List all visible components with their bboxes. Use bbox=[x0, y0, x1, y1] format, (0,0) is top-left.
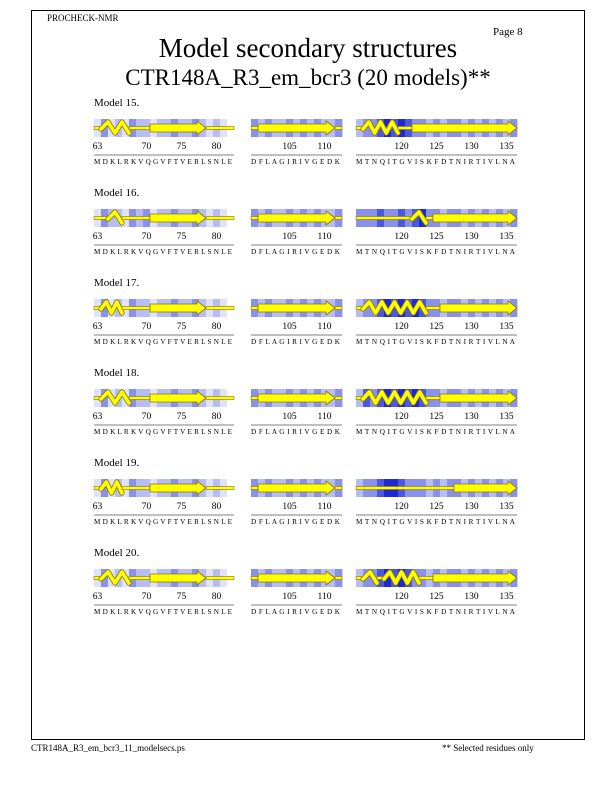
residue-tick-label: 110 bbox=[317, 322, 332, 332]
sequence-text: D F L A G I R I V G E D K bbox=[251, 158, 340, 166]
page-subtitle: CTR148A_R3_em_bcr3 (20 models)** bbox=[125, 65, 491, 90]
residue-tick-label: 110 bbox=[317, 412, 332, 422]
residue-tick-label: 110 bbox=[317, 502, 332, 512]
coil-segment bbox=[206, 307, 234, 310]
residue-tick-label: 110 bbox=[317, 592, 332, 602]
residue-tick-label: 110 bbox=[317, 142, 332, 152]
model-label: Model 17. bbox=[94, 277, 140, 289]
sequence-text: M T N Q I T G V I S K F D T N I R T I V L N A bbox=[356, 428, 515, 436]
coil-segment bbox=[206, 577, 234, 580]
coil-segment bbox=[335, 487, 342, 490]
coil-segment bbox=[419, 577, 433, 580]
coil-segment bbox=[335, 217, 342, 220]
secondary-structure-plot bbox=[0, 457, 612, 547]
coil-segment bbox=[426, 217, 433, 220]
coil-segment bbox=[122, 217, 150, 220]
residue-tick-label: 125 bbox=[429, 142, 444, 152]
residue-tick-label: 70 bbox=[141, 592, 152, 602]
model-block bbox=[0, 547, 612, 637]
residue-tick-label: 80 bbox=[211, 232, 222, 242]
secondary-structure-plot bbox=[0, 367, 612, 457]
model-label: Model 18. bbox=[94, 367, 140, 379]
footer-note: ** Selected residues only bbox=[442, 743, 534, 753]
residue-tick-label: 70 bbox=[141, 142, 152, 152]
residue-tick-label: 70 bbox=[141, 232, 152, 242]
sequence-text: D F L A G I R I V G E D K bbox=[251, 338, 340, 346]
residue-tick-label: 105 bbox=[282, 142, 297, 152]
residue-tick-label: 63 bbox=[92, 142, 103, 152]
residue-tick-label: 105 bbox=[282, 592, 297, 602]
residue-tick-label: 105 bbox=[282, 322, 297, 332]
sequence-text: D F L A G I R I V G E D K bbox=[251, 518, 340, 526]
coil-segment bbox=[129, 577, 150, 580]
residue-tick-label: 75 bbox=[176, 502, 187, 512]
residue-tick-label: 75 bbox=[176, 232, 187, 242]
model-block bbox=[0, 97, 612, 187]
sequence-text: M D K L R K V Q G V F T V E R L S N L E bbox=[94, 158, 232, 166]
secondary-structure-plot bbox=[0, 547, 612, 637]
sequence-text: M D K L R K V Q G V F T V E R L S N L E bbox=[94, 338, 232, 346]
residue-tick-label: 135 bbox=[499, 502, 514, 512]
residue-tick-label: 80 bbox=[211, 412, 222, 422]
residue-tick-label: 130 bbox=[464, 142, 479, 152]
coil-segment bbox=[122, 487, 150, 490]
residue-tick-label: 63 bbox=[92, 232, 103, 242]
sequence-text: M D K L R K V Q G V F T V E R L S N L E bbox=[94, 518, 232, 526]
sequence-text: M T N Q I T G V I S K F D T N I R T I V L N A bbox=[356, 608, 515, 616]
coil-segment bbox=[129, 127, 150, 130]
coil-segment bbox=[251, 577, 258, 580]
secondary-structure-plot bbox=[0, 277, 612, 367]
coil-segment bbox=[335, 127, 342, 130]
coil-segment bbox=[335, 307, 342, 310]
residue-tick-label: 120 bbox=[394, 322, 409, 332]
coil-segment bbox=[251, 127, 258, 130]
residue-tick-label: 70 bbox=[141, 412, 152, 422]
secondary-structure-plot bbox=[0, 187, 612, 277]
residue-tick-label: 125 bbox=[429, 322, 444, 332]
model-label: Model 15. bbox=[94, 97, 140, 109]
coil-segment bbox=[251, 487, 258, 490]
residue-tick-label: 63 bbox=[92, 322, 103, 332]
page-number: Page 8 bbox=[493, 26, 523, 38]
coil-segment bbox=[398, 127, 412, 130]
model-block bbox=[0, 367, 612, 457]
coil-segment bbox=[206, 217, 234, 220]
residue-tick-label: 75 bbox=[176, 592, 187, 602]
coil-segment bbox=[206, 127, 234, 130]
program-label: PROCHECK-NMR bbox=[47, 13, 119, 23]
residue-tick-label: 125 bbox=[429, 502, 444, 512]
coil-segment bbox=[426, 307, 440, 310]
coil-segment bbox=[206, 487, 234, 490]
residue-tick-label: 125 bbox=[429, 592, 444, 602]
sequence-text: M T N Q I T G V I S K F D T N I R T I V L N A bbox=[356, 338, 515, 346]
sequence-text: M D K L R K V Q G V F T V E R L S N L E bbox=[94, 248, 232, 256]
residue-tick-label: 80 bbox=[211, 502, 222, 512]
sequence-text: M D K L R K V Q G V F T V E R L S N L E bbox=[94, 608, 232, 616]
residue-tick-label: 75 bbox=[176, 412, 187, 422]
sequence-text: D F L A G I R I V G E D K bbox=[251, 608, 340, 616]
page-title: Model secondary structures bbox=[158, 33, 458, 63]
residue-tick-label: 63 bbox=[92, 412, 103, 422]
coil-segment bbox=[206, 397, 234, 400]
residue-tick-label: 75 bbox=[176, 322, 187, 332]
model-block bbox=[0, 187, 612, 277]
residue-tick-label: 135 bbox=[499, 232, 514, 242]
secondary-structure-plot bbox=[0, 97, 612, 187]
model-label: Model 19. bbox=[94, 457, 140, 469]
model-label: Model 16. bbox=[94, 187, 140, 199]
coil-segment bbox=[251, 217, 258, 220]
model-label: Model 20. bbox=[94, 547, 140, 559]
residue-tick-label: 105 bbox=[282, 412, 297, 422]
residue-tick-label: 70 bbox=[141, 502, 152, 512]
residue-tick-label: 135 bbox=[499, 142, 514, 152]
residue-tick-label: 105 bbox=[282, 502, 297, 512]
residue-tick-label: 75 bbox=[176, 142, 187, 152]
coil-segment bbox=[335, 397, 342, 400]
residue-tick-label: 110 bbox=[317, 232, 332, 242]
footer-filename: CTR148A_R3_em_bcr3_11_modelsecs.ps bbox=[31, 743, 185, 753]
residue-tick-label: 63 bbox=[92, 502, 103, 512]
residue-tick-label: 80 bbox=[211, 322, 222, 332]
sequence-text: M T N Q I T G V I S K F D T N I R T I V L N A bbox=[356, 158, 515, 166]
sequence-text: M T N Q I T G V I S K F D T N I R T I V L N A bbox=[356, 518, 515, 526]
residue-tick-label: 135 bbox=[499, 322, 514, 332]
residue-tick-label: 120 bbox=[394, 412, 409, 422]
residue-tick-label: 130 bbox=[464, 412, 479, 422]
residue-tick-label: 125 bbox=[429, 412, 444, 422]
residue-tick-label: 120 bbox=[394, 232, 409, 242]
coil-segment bbox=[335, 577, 342, 580]
coil-segment bbox=[251, 397, 258, 400]
sequence-text: M D K L R K V Q G V F T V E R L S N L E bbox=[94, 428, 232, 436]
coil-segment bbox=[426, 397, 440, 400]
residue-tick-label: 63 bbox=[92, 592, 103, 602]
sequence-text: M T N Q I T G V I S K F D T N I R T I V L N A bbox=[356, 248, 515, 256]
residue-tick-label: 120 bbox=[394, 592, 409, 602]
coil-segment bbox=[251, 307, 258, 310]
residue-tick-label: 80 bbox=[211, 142, 222, 152]
residue-tick-label: 130 bbox=[464, 322, 479, 332]
residue-tick-label: 80 bbox=[211, 592, 222, 602]
residue-tick-label: 135 bbox=[499, 592, 514, 602]
residue-tick-label: 135 bbox=[499, 412, 514, 422]
sequence-text: D F L A G I R I V G E D K bbox=[251, 248, 340, 256]
coil-segment bbox=[356, 217, 412, 220]
coil-segment bbox=[129, 397, 150, 400]
residue-tick-label: 120 bbox=[394, 142, 409, 152]
coil-segment bbox=[356, 487, 454, 490]
residue-tick-label: 130 bbox=[464, 502, 479, 512]
sequence-text: D F L A G I R I V G E D K bbox=[251, 428, 340, 436]
residue-tick-label: 130 bbox=[464, 232, 479, 242]
residue-tick-label: 130 bbox=[464, 592, 479, 602]
coil-segment bbox=[122, 307, 150, 310]
model-block bbox=[0, 457, 612, 547]
model-block bbox=[0, 277, 612, 367]
residue-tick-label: 125 bbox=[429, 232, 444, 242]
residue-tick-label: 70 bbox=[141, 322, 152, 332]
residue-tick-label: 120 bbox=[394, 502, 409, 512]
residue-tick-label: 105 bbox=[282, 232, 297, 242]
